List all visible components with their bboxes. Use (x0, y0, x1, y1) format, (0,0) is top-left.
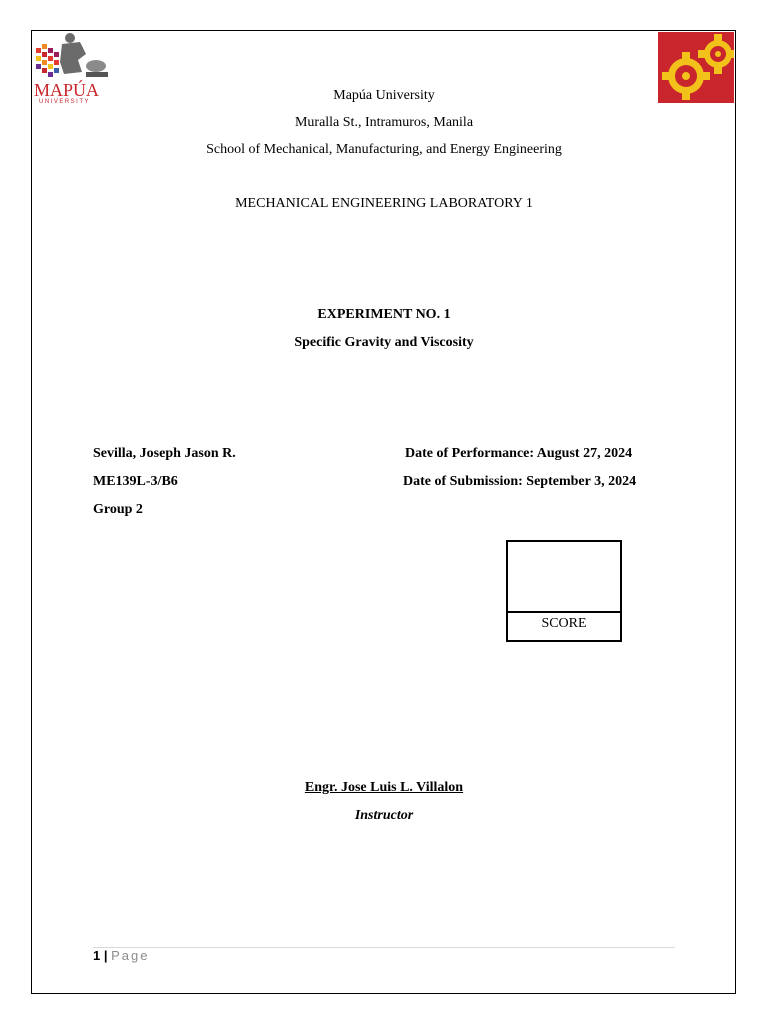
university-address: Muralla St., Intramuros, Manila (294, 115, 474, 130)
logo-subtext: UNIVERSITY (39, 99, 91, 104)
score-label: SCORE (541, 616, 587, 631)
university-name: Mapúa University (333, 88, 435, 103)
student-group: Group 2 (93, 502, 143, 517)
student-section: ME139L-3/B6 (93, 474, 178, 489)
logo-wordmark: MAPÚA (34, 80, 100, 100)
instructor-name: Engr. Jose Luis L. Villalon (304, 780, 464, 795)
course-title: MECHANICAL ENGINEERING LABORATORY 1 (235, 196, 533, 211)
date-of-performance: Date of Performance: August 27, 2024 (405, 446, 633, 461)
date-of-submission: Date of Submission: September 3, 2024 (403, 474, 637, 489)
experiment-number: EXPERIMENT NO. 1 (317, 307, 451, 322)
logo-figure (60, 33, 108, 77)
instructor-role: Instructor (354, 808, 414, 823)
footer-divider (93, 947, 675, 948)
page-footer (93, 948, 150, 963)
score-value-cell (508, 542, 620, 613)
page-number: 1 (93, 948, 101, 963)
score-box (506, 540, 622, 642)
experiment-title: Specific Gravity and Viscosity (294, 335, 474, 350)
school-name: School of Mechanical, Manufacturing, and Energy Engineering (206, 142, 562, 157)
page-separator: | (103, 948, 108, 963)
logo-mosaic (36, 44, 59, 77)
student-name: Sevilla, Joseph Jason R. (93, 446, 236, 461)
page-label: Page (111, 948, 150, 963)
